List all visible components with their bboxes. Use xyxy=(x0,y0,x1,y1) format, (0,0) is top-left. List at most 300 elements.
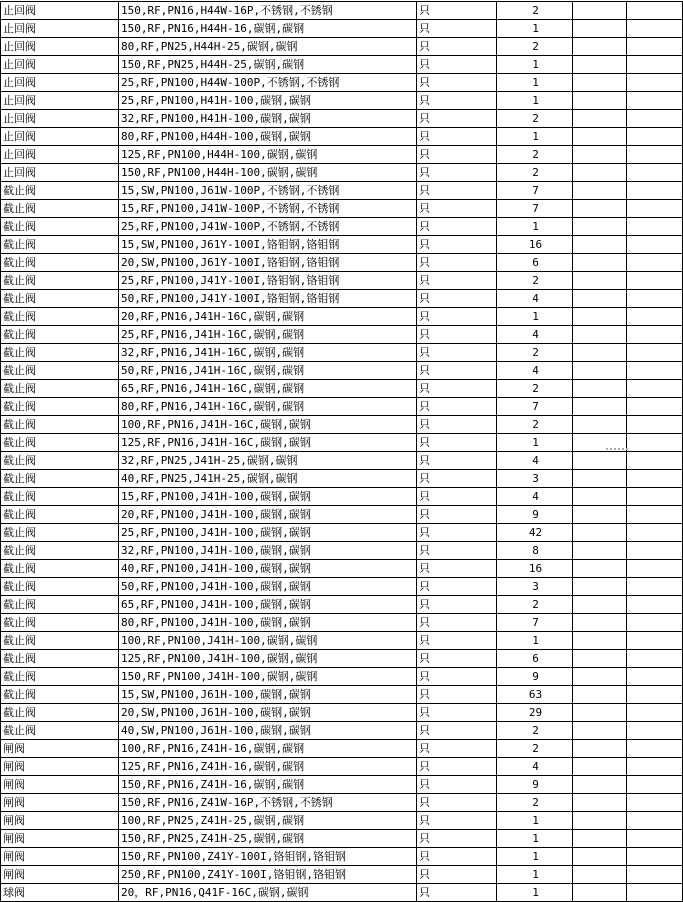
cell-empty xyxy=(573,254,627,272)
cell-unit: 只 xyxy=(417,380,497,398)
cell-valve-name: 截止阀 xyxy=(1,200,119,218)
cell-unit: 只 xyxy=(417,830,497,848)
cell-spec: 25,RF,PN100,H41H-100,碳钢,碳钢 xyxy=(119,92,417,110)
cell-empty xyxy=(573,686,627,704)
cell-unit: 只 xyxy=(417,362,497,380)
cell-empty xyxy=(627,182,683,200)
cell-qty: 63 xyxy=(497,686,573,704)
cell-valve-name: 截止阀 xyxy=(1,452,119,470)
cell-unit: 只 xyxy=(417,344,497,362)
cell-valve-name: 截止阀 xyxy=(1,578,119,596)
table-row xyxy=(1,812,683,830)
cell-empty xyxy=(573,830,627,848)
cell-qty: 2 xyxy=(497,740,573,758)
cell-unit: 只 xyxy=(417,758,497,776)
cell-empty xyxy=(573,848,627,866)
cell-spec: 25,RF,PN16,J41H-16C,碳钢,碳钢 xyxy=(119,326,417,344)
cell-unit: 只 xyxy=(417,2,497,20)
cell-qty: 1 xyxy=(497,866,573,884)
table-row xyxy=(1,290,683,308)
cell-empty xyxy=(573,758,627,776)
cell-valve-name: 截止阀 xyxy=(1,254,119,272)
cell-unit: 只 xyxy=(417,812,497,830)
cell-spec: 32,RF,PN100,H41H-100,碳钢,碳钢 xyxy=(119,110,417,128)
cell-empty xyxy=(573,506,627,524)
cell-qty: 2 xyxy=(497,272,573,290)
cell-empty xyxy=(573,92,627,110)
cell-empty xyxy=(627,380,683,398)
cell-unit: 只 xyxy=(417,326,497,344)
cell-valve-name: 截止阀 xyxy=(1,650,119,668)
cell-empty xyxy=(627,272,683,290)
cell-qty: 29 xyxy=(497,704,573,722)
cell-empty xyxy=(627,884,683,902)
cell-qty: 2 xyxy=(497,416,573,434)
cell-empty xyxy=(627,326,683,344)
cell-qty: 1 xyxy=(497,884,573,902)
cell-empty xyxy=(573,668,627,686)
cell-empty xyxy=(627,614,683,632)
table-row xyxy=(1,434,683,452)
cell-qty: 2 xyxy=(497,596,573,614)
cell-empty xyxy=(627,308,683,326)
cell-valve-name: 截止阀 xyxy=(1,524,119,542)
cell-empty xyxy=(627,398,683,416)
cell-empty xyxy=(627,2,683,20)
cell-qty: 1 xyxy=(497,56,573,74)
cell-empty xyxy=(627,740,683,758)
table-row xyxy=(1,830,683,848)
cell-empty xyxy=(627,866,683,884)
cell-empty xyxy=(627,236,683,254)
cell-valve-name: 止回阀 xyxy=(1,110,119,128)
cell-qty: 4 xyxy=(497,758,573,776)
table-row xyxy=(1,776,683,794)
table-row xyxy=(1,236,683,254)
cell-qty: 6 xyxy=(497,254,573,272)
cell-qty: 2 xyxy=(497,146,573,164)
cell-valve-name: 截止阀 xyxy=(1,668,119,686)
cell-valve-name: 闸阀 xyxy=(1,830,119,848)
cell-qty: 1 xyxy=(497,308,573,326)
cell-qty: 1 xyxy=(497,830,573,848)
cell-valve-name: 截止阀 xyxy=(1,470,119,488)
table-row xyxy=(1,326,683,344)
cell-qty: 1 xyxy=(497,434,573,452)
table-row xyxy=(1,848,683,866)
cell-valve-name: 截止阀 xyxy=(1,344,119,362)
cell-unit: 只 xyxy=(417,128,497,146)
cell-empty xyxy=(627,110,683,128)
cell-empty xyxy=(627,200,683,218)
cell-valve-name: 止回阀 xyxy=(1,2,119,20)
valve-list-body xyxy=(1,2,683,902)
cell-empty xyxy=(627,506,683,524)
table-row xyxy=(1,506,683,524)
cell-spec: 20,RF,PN100,J41H-100,碳钢,碳钢 xyxy=(119,506,417,524)
cell-empty xyxy=(627,452,683,470)
cell-spec: 50,RF,PN100,J41Y-100I,铬钼钢,铬钼钢 xyxy=(119,290,417,308)
cell-empty xyxy=(573,740,627,758)
cell-empty xyxy=(627,164,683,182)
cell-spec: 20,SW,PN100,J61H-100,碳钢,碳钢 xyxy=(119,704,417,722)
cell-empty xyxy=(627,434,683,452)
cell-unit: 只 xyxy=(417,542,497,560)
cell-spec: 150,RF,PN100,Z41Y-100I,铬钼钢,铬钼钢 xyxy=(119,848,417,866)
cell-spec: 80,RF,PN100,J41H-100,碳钢,碳钢 xyxy=(119,614,417,632)
cell-qty: 4 xyxy=(497,452,573,470)
cell-empty xyxy=(627,848,683,866)
cell-empty xyxy=(573,452,627,470)
cell-spec: 150,RF,PN100,H44H-100,碳钢,碳钢 xyxy=(119,164,417,182)
cell-empty xyxy=(573,560,627,578)
cell-empty xyxy=(627,722,683,740)
cell-qty: 2 xyxy=(497,164,573,182)
cell-spec: 125,RF,PN16,J41H-16C,碳钢,碳钢 xyxy=(119,434,417,452)
cell-qty: 4 xyxy=(497,326,573,344)
cell-spec: 15,SW,PN100,J61Y-100I,铬钼钢,铬钼钢 xyxy=(119,236,417,254)
table-row xyxy=(1,866,683,884)
cell-empty xyxy=(573,776,627,794)
cell-spec: 100,RF,PN16,Z41H-16,碳钢,碳钢 xyxy=(119,740,417,758)
cell-empty xyxy=(627,524,683,542)
cell-unit: 只 xyxy=(417,74,497,92)
cell-qty: 1 xyxy=(497,218,573,236)
table-row xyxy=(1,308,683,326)
table-row xyxy=(1,398,683,416)
cell-qty: 3 xyxy=(497,578,573,596)
cell-qty: 9 xyxy=(497,506,573,524)
cell-empty xyxy=(627,776,683,794)
cell-spec: 80,RF,PN16,J41H-16C,碳钢,碳钢 xyxy=(119,398,417,416)
cell-qty: 1 xyxy=(497,812,573,830)
cell-empty xyxy=(573,596,627,614)
cell-spec: 25,RF,PN100,J41H-100,碳钢,碳钢 xyxy=(119,524,417,542)
cell-valve-name: 截止阀 xyxy=(1,398,119,416)
cell-unit: 只 xyxy=(417,794,497,812)
cell-qty: 7 xyxy=(497,614,573,632)
cell-unit: 只 xyxy=(417,848,497,866)
cell-valve-name: 截止阀 xyxy=(1,434,119,452)
cell-valve-name: 止回阀 xyxy=(1,74,119,92)
table-row xyxy=(1,128,683,146)
cell-spec: 50,RF,PN16,J41H-16C,碳钢,碳钢 xyxy=(119,362,417,380)
cell-empty xyxy=(627,560,683,578)
cell-empty xyxy=(627,362,683,380)
cell-spec: 32,RF,PN25,J41H-25,碳钢,碳钢 xyxy=(119,452,417,470)
table-row xyxy=(1,488,683,506)
cell-empty xyxy=(627,92,683,110)
cell-empty xyxy=(573,380,627,398)
cell-unit: 只 xyxy=(417,614,497,632)
cell-spec: 65,RF,PN16,J41H-16C,碳钢,碳钢 xyxy=(119,380,417,398)
cell-empty xyxy=(627,20,683,38)
cell-qty: 2 xyxy=(497,38,573,56)
cell-unit: 只 xyxy=(417,596,497,614)
cell-valve-name: 止回阀 xyxy=(1,20,119,38)
cell-unit: 只 xyxy=(417,92,497,110)
cell-empty xyxy=(627,56,683,74)
table-row xyxy=(1,452,683,470)
cell-spec: 20，RF,PN16,Q41F-16C,碳钢,碳钢 xyxy=(119,884,417,902)
cell-spec: 150,RF,PN16,Z41H-16,碳钢,碳钢 xyxy=(119,776,417,794)
cell-empty xyxy=(627,38,683,56)
cell-unit: 只 xyxy=(417,560,497,578)
cell-empty xyxy=(573,722,627,740)
cell-unit: 只 xyxy=(417,416,497,434)
cell-valve-name: 截止阀 xyxy=(1,488,119,506)
cell-spec: 15,RF,PN100,J41W-100P,不锈钢,不锈钢 xyxy=(119,200,417,218)
table-row xyxy=(1,74,683,92)
cell-valve-name: 截止阀 xyxy=(1,560,119,578)
cell-unit: 只 xyxy=(417,578,497,596)
cell-unit: 只 xyxy=(417,776,497,794)
cell-unit: 只 xyxy=(417,686,497,704)
cell-spec: 150,RF,PN16,H44W-16P,不锈钢,不锈钢 xyxy=(119,2,417,20)
cell-valve-name: 截止阀 xyxy=(1,704,119,722)
cell-valve-name: 闸阀 xyxy=(1,794,119,812)
table-row xyxy=(1,758,683,776)
cell-unit: 只 xyxy=(417,182,497,200)
cell-unit: 只 xyxy=(417,38,497,56)
cell-spec: 15,SW,PN100,J61H-100,碳钢,碳钢 xyxy=(119,686,417,704)
cell-empty xyxy=(573,362,627,380)
cell-valve-name: 截止阀 xyxy=(1,686,119,704)
table-row xyxy=(1,254,683,272)
cell-valve-name: 截止阀 xyxy=(1,416,119,434)
cell-spec: 25,RF,PN100,J41W-100P,不锈钢,不锈钢 xyxy=(119,218,417,236)
cell-spec: 100,RF,PN16,J41H-16C,碳钢,碳钢 xyxy=(119,416,417,434)
table-row xyxy=(1,344,683,362)
cell-empty xyxy=(627,794,683,812)
table-row xyxy=(1,92,683,110)
cell-empty xyxy=(627,830,683,848)
cell-qty: 8 xyxy=(497,542,573,560)
table-row xyxy=(1,560,683,578)
cell-empty xyxy=(627,812,683,830)
table-row xyxy=(1,524,683,542)
cell-empty xyxy=(627,416,683,434)
cell-empty xyxy=(573,398,627,416)
cell-empty xyxy=(627,254,683,272)
cell-spec: 15,RF,PN100,J41H-100,碳钢,碳钢 xyxy=(119,488,417,506)
cell-qty: 7 xyxy=(497,182,573,200)
cell-empty xyxy=(573,290,627,308)
cell-spec: 80,RF,PN25,H44H-25,碳钢,碳钢 xyxy=(119,38,417,56)
cell-unit: 只 xyxy=(417,722,497,740)
cell-spec: 250,RF,PN100,Z41Y-100I,铬钼钢,铬钼钢 xyxy=(119,866,417,884)
cell-qty: 1 xyxy=(497,128,573,146)
cell-empty xyxy=(573,470,627,488)
cell-empty xyxy=(573,416,627,434)
table-row xyxy=(1,56,683,74)
cell-empty xyxy=(573,704,627,722)
table-row xyxy=(1,794,683,812)
table-row xyxy=(1,614,683,632)
table-row xyxy=(1,632,683,650)
cell-valve-name: 截止阀 xyxy=(1,182,119,200)
cell-empty xyxy=(573,56,627,74)
cell-spec: 150,RF,PN16,H44H-16,碳钢,碳钢 xyxy=(119,20,417,38)
cell-empty xyxy=(573,74,627,92)
cell-spec: 40,RF,PN25,J41H-25,碳钢,碳钢 xyxy=(119,470,417,488)
cell-qty: 6 xyxy=(497,650,573,668)
cell-valve-name: 止回阀 xyxy=(1,92,119,110)
cell-valve-name: 截止阀 xyxy=(1,272,119,290)
cell-spec: 20,RF,PN16,J41H-16C,碳钢,碳钢 xyxy=(119,308,417,326)
cell-empty xyxy=(573,650,627,668)
cell-empty xyxy=(627,74,683,92)
table-row xyxy=(1,182,683,200)
cell-empty xyxy=(627,488,683,506)
cell-qty: 2 xyxy=(497,344,573,362)
cell-qty: 4 xyxy=(497,290,573,308)
table-row xyxy=(1,704,683,722)
cell-valve-name: 球阀 xyxy=(1,884,119,902)
cell-empty xyxy=(573,578,627,596)
cell-spec: 32,RF,PN16,J41H-16C,碳钢,碳钢 xyxy=(119,344,417,362)
cell-empty xyxy=(627,218,683,236)
cell-qty: 2 xyxy=(497,722,573,740)
cell-spec: 80,RF,PN100,H44H-100,碳钢,碳钢 xyxy=(119,128,417,146)
cell-valve-name: 止回阀 xyxy=(1,38,119,56)
cell-spec: 100,RF,PN100,J41H-100,碳钢,碳钢 xyxy=(119,632,417,650)
cell-unit: 只 xyxy=(417,308,497,326)
cell-empty xyxy=(627,578,683,596)
cell-empty xyxy=(573,884,627,902)
cell-qty: 2 xyxy=(497,110,573,128)
cell-empty xyxy=(627,758,683,776)
cell-valve-name: 截止阀 xyxy=(1,308,119,326)
cell-qty: 1 xyxy=(497,632,573,650)
table-row xyxy=(1,2,683,20)
cell-valve-name: 闸阀 xyxy=(1,866,119,884)
cell-empty xyxy=(573,218,627,236)
cell-unit: 只 xyxy=(417,146,497,164)
cell-empty xyxy=(573,146,627,164)
cell-empty xyxy=(573,614,627,632)
cell-valve-name: 截止阀 xyxy=(1,506,119,524)
cell-empty xyxy=(573,20,627,38)
cell-valve-name: 止回阀 xyxy=(1,146,119,164)
cell-unit: 只 xyxy=(417,236,497,254)
cell-unit: 只 xyxy=(417,884,497,902)
table-row xyxy=(1,470,683,488)
cell-empty xyxy=(573,542,627,560)
cell-empty xyxy=(573,344,627,362)
cell-valve-name: 闸阀 xyxy=(1,848,119,866)
cell-spec: 125,RF,PN100,H44H-100,碳钢,碳钢 xyxy=(119,146,417,164)
cell-valve-name: 闸阀 xyxy=(1,812,119,830)
cell-qty: 9 xyxy=(497,776,573,794)
cell-empty xyxy=(627,632,683,650)
table-row xyxy=(1,218,683,236)
table-row xyxy=(1,110,683,128)
cell-empty xyxy=(573,308,627,326)
cell-unit: 只 xyxy=(417,56,497,74)
cell-valve-name: 截止阀 xyxy=(1,380,119,398)
cell-empty xyxy=(627,290,683,308)
cell-valve-name: 止回阀 xyxy=(1,128,119,146)
cell-valve-name: 闸阀 xyxy=(1,740,119,758)
cell-unit: 只 xyxy=(417,506,497,524)
cell-valve-name: 止回阀 xyxy=(1,56,119,74)
valve-list-table xyxy=(0,1,683,902)
cell-empty xyxy=(573,794,627,812)
cell-empty xyxy=(573,632,627,650)
table-row xyxy=(1,884,683,902)
cell-unit: 只 xyxy=(417,164,497,182)
cell-unit: 只 xyxy=(417,20,497,38)
cell-spec: 125,RF,PN16,Z41H-16,碳钢,碳钢 xyxy=(119,758,417,776)
table-row xyxy=(1,272,683,290)
cell-empty xyxy=(573,38,627,56)
cell-spec: 40,RF,PN100,J41H-100,碳钢,碳钢 xyxy=(119,560,417,578)
cell-spec: 125,RF,PN100,J41H-100,碳钢,碳钢 xyxy=(119,650,417,668)
table-row xyxy=(1,200,683,218)
cell-empty xyxy=(627,686,683,704)
cell-empty xyxy=(627,704,683,722)
cell-spec: 65,RF,PN100,J41H-100,碳钢,碳钢 xyxy=(119,596,417,614)
table-row xyxy=(1,722,683,740)
cell-spec: 150,RF,PN25,H44H-25,碳钢,碳钢 xyxy=(119,56,417,74)
cell-qty: 16 xyxy=(497,560,573,578)
cell-qty: 7 xyxy=(497,398,573,416)
cell-qty: 2 xyxy=(497,380,573,398)
cell-valve-name: 截止阀 xyxy=(1,722,119,740)
cell-empty xyxy=(573,236,627,254)
table-row xyxy=(1,686,683,704)
cell-empty xyxy=(573,164,627,182)
cell-unit: 只 xyxy=(417,218,497,236)
table-row xyxy=(1,578,683,596)
cell-spec: 40,SW,PN100,J61H-100,碳钢,碳钢 xyxy=(119,722,417,740)
cell-unit: 只 xyxy=(417,200,497,218)
cell-empty xyxy=(627,596,683,614)
cell-qty: 9 xyxy=(497,668,573,686)
cell-qty: 4 xyxy=(497,488,573,506)
table-row xyxy=(1,596,683,614)
cell-valve-name: 截止阀 xyxy=(1,614,119,632)
cell-spec: 20,SW,PN100,J61Y-100I,铬钼钢,铬钼钢 xyxy=(119,254,417,272)
cell-qty: 16 xyxy=(497,236,573,254)
cell-valve-name: 截止阀 xyxy=(1,236,119,254)
cell-empty xyxy=(627,470,683,488)
cell-qty: 1 xyxy=(497,74,573,92)
cell-unit: 只 xyxy=(417,632,497,650)
cell-qty: 1 xyxy=(497,848,573,866)
cell-spec: 150,RF,PN16,Z41W-16P,不锈钢,不锈钢 xyxy=(119,794,417,812)
table-row xyxy=(1,146,683,164)
cell-empty xyxy=(573,200,627,218)
table-row xyxy=(1,164,683,182)
cell-unit: 只 xyxy=(417,488,497,506)
cell-qty: 4 xyxy=(497,362,573,380)
cell-empty xyxy=(627,128,683,146)
table-row xyxy=(1,380,683,398)
cell-valve-name: 截止阀 xyxy=(1,596,119,614)
cell-spec: 25,RF,PN100,H44W-100P,不锈钢,不锈钢 xyxy=(119,74,417,92)
table-row xyxy=(1,542,683,560)
cell-unit: 只 xyxy=(417,668,497,686)
cell-empty xyxy=(573,110,627,128)
cell-valve-name: 截止阀 xyxy=(1,290,119,308)
cell-empty xyxy=(573,866,627,884)
stray-mark xyxy=(606,448,628,450)
cell-qty: 1 xyxy=(497,20,573,38)
cell-valve-name: 截止阀 xyxy=(1,326,119,344)
cell-valve-name: 闸阀 xyxy=(1,776,119,794)
